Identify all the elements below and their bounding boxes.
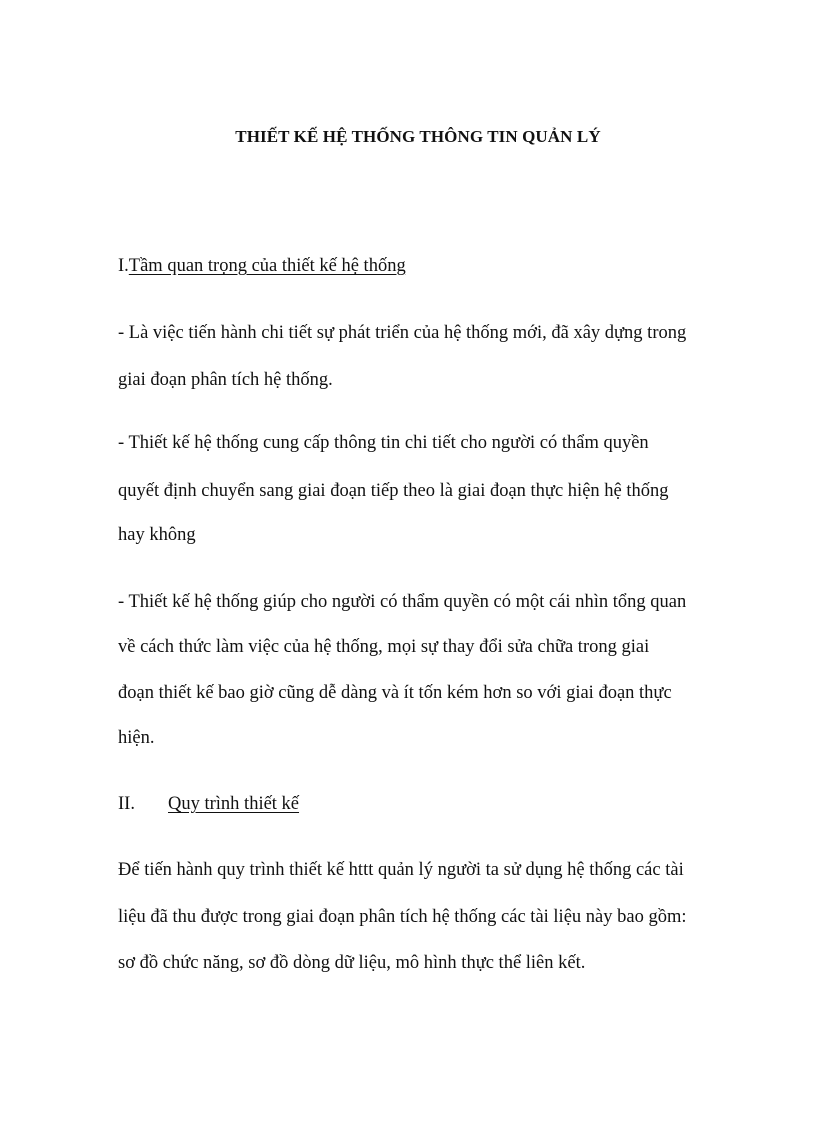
section1-number: I. xyxy=(118,256,129,276)
s1-p3-line3: đoạn thiết kế bao giờ cũng dễ dàng và ít tốn kém hơn so với giai đoạn thực xyxy=(118,683,672,703)
s1-p3-line4: hiện. xyxy=(118,728,155,748)
s1-p1-line1: - Là việc tiến hành chi tiết sự phát triển của hệ thống mới, đã xây dựng trong xyxy=(118,323,687,343)
s1-p2-line3: hay không xyxy=(118,525,196,545)
s1-p1-line2: giai đoạn phân tích hệ thống. xyxy=(118,370,333,390)
s2-p1-line3: sơ đồ chức năng, sơ đồ dòng dữ liệu, mô hình thực thể liên kết. xyxy=(118,953,586,973)
section2-number: II. xyxy=(118,794,135,814)
s1-p3-line2: về cách thức làm việc của hệ thống, mọi sự thay đổi sửa chữa trong giai xyxy=(118,637,650,657)
section1-heading-text: Tầm quan trọng của thiết kế hệ thống xyxy=(128,256,406,276)
section2-heading: Quy trình thiết kế xyxy=(168,794,300,814)
document-title: THIẾT KẾ HỆ THỐNG THÔNG TIN QUẢN LÝ xyxy=(235,127,601,146)
s1-p2-line1: - Thiết kế hệ thống cung cấp thông tin chi tiết cho người có thẩm quyền xyxy=(118,433,649,453)
s1-p3-line1: - Thiết kế hệ thống giúp cho người có thẩm quyền có một cái nhìn tổng quan xyxy=(118,592,687,612)
s1-p2-line2: quyết định chuyển sang giai đoạn tiếp theo là giai đoạn thực hiện hệ thống xyxy=(118,481,669,501)
section1-heading xyxy=(118,256,406,277)
s2-p1-line2: liệu đã thu được trong giai đoạn phân tích hệ thống các tài liệu này bao gồm: xyxy=(118,907,687,927)
s2-p1-line1: Để tiến hành quy trình thiết kế httt quản lý người ta sử dụng hệ thống các tài xyxy=(118,860,684,880)
